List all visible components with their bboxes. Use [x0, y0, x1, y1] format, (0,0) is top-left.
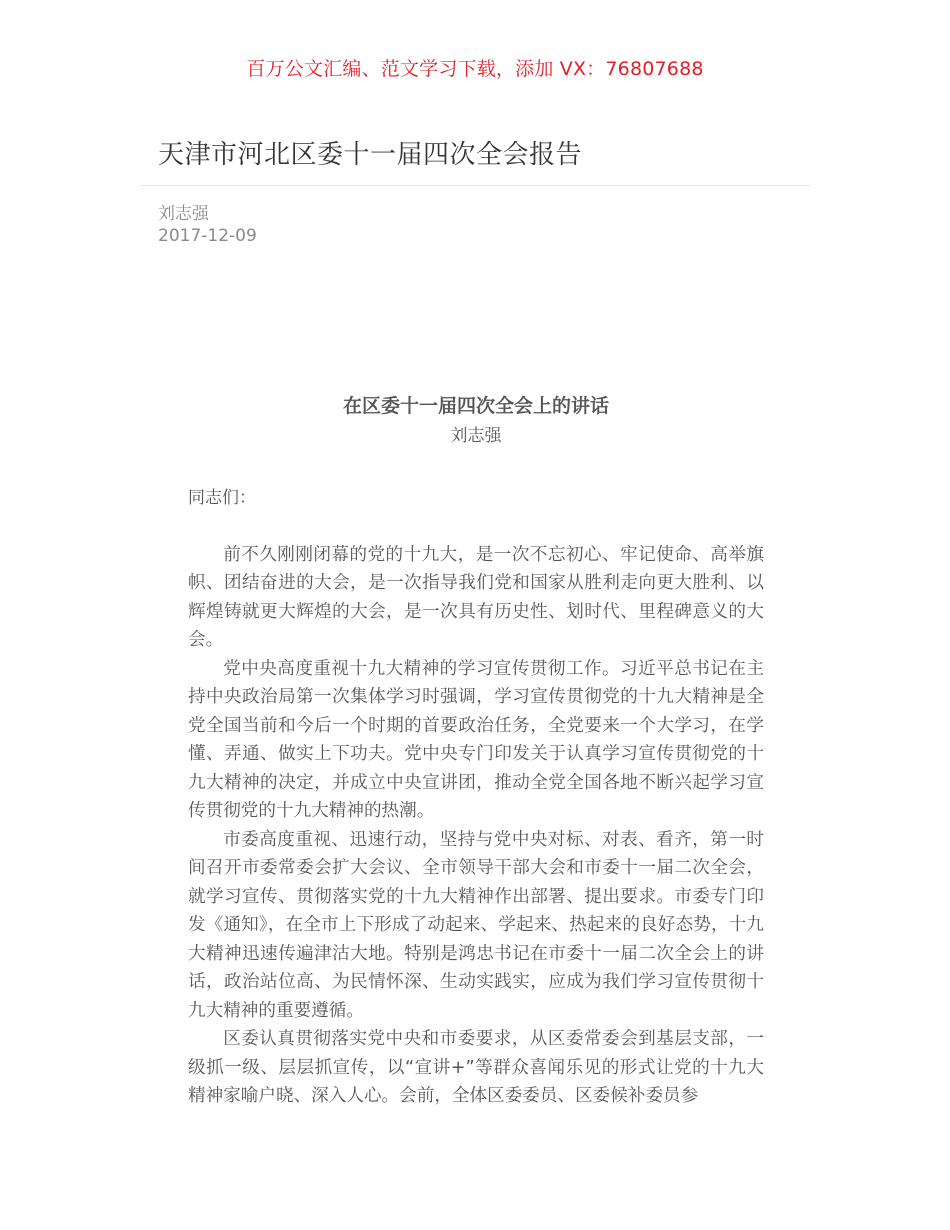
document-title: 天津市河北区委十一届四次全会报告	[158, 140, 583, 170]
document-author: 刘志强	[158, 204, 209, 224]
speech-body	[188, 392, 764, 1111]
paragraph: 市委高度重视、迅速行动，坚持与党中央对标、对表、看齐，第一时间召开市委常委会扩大会议、全市领导干部大会和市委十一届二次全会，就学习宣传、贯彻落实党的十九大精神作出部署、提出要求。市委专门印发《通知》，在全市上下形成了动起来、学起来、热起来的良好态势，十九大精神迅速传遍津沽大地。特别是鸿忠书记在市委十一届二次全会上的讲话，政治站位高、为民情怀深、生动实践实，应成为我们学习宣传贯彻十九大精神的重要遵循。	[188, 829, 764, 1021]
speech-speaker: 刘志强	[450, 426, 502, 446]
speech-title: 在区委十一届四次全会上的讲话	[342, 395, 609, 417]
paragraph: 党中央高度重视十九大精神的学习宣传贯彻工作。习近平总书记在主持中央政治局第一次集体学习时强调，学习宣传贯彻党的十九大精神是全党全国当前和今后一个时期的首要政治任务，全党要来一个大学习，在学懂、弄通、做实上下功夫。党中央专门印发关于认真学习宣传贯彻党的十九大精神的决定，并成立中央宣讲团，推动全党全国各地不断兴起学习宣传贯彻党的十九大精神的热潮。	[188, 658, 764, 821]
title-divider	[140, 185, 810, 186]
speech-paragraphs	[188, 541, 764, 1111]
promo-banner: 百万公文汇编、范文学习下载，添加 VX：76807688	[246, 58, 704, 80]
paragraph: 前不久刚刚闭幕的党的十九大，是一次不忘初心、牢记使命、高举旗帜、团结奋进的大会，是一次指导我们党和国家从胜利走向更大胜利、以辉煌铸就更大辉煌的大会，是一次具有历史性、划时代、里程碑意义的大会。	[188, 544, 764, 650]
document-meta	[158, 203, 257, 247]
paragraph: 区委认真贯彻落实党中央和市委要求，从区委常委会到基层支部，一级抓一级、层层抓宣传，以“宣讲+”等群众喜闻乐见的形式让党的十九大精神家喻户晓、深入人心。会前，全体区委委员、区委候补委员参	[188, 1029, 764, 1106]
document-date: 2017-12-09	[158, 226, 257, 246]
speech-salutation: 同志们：	[188, 488, 256, 508]
